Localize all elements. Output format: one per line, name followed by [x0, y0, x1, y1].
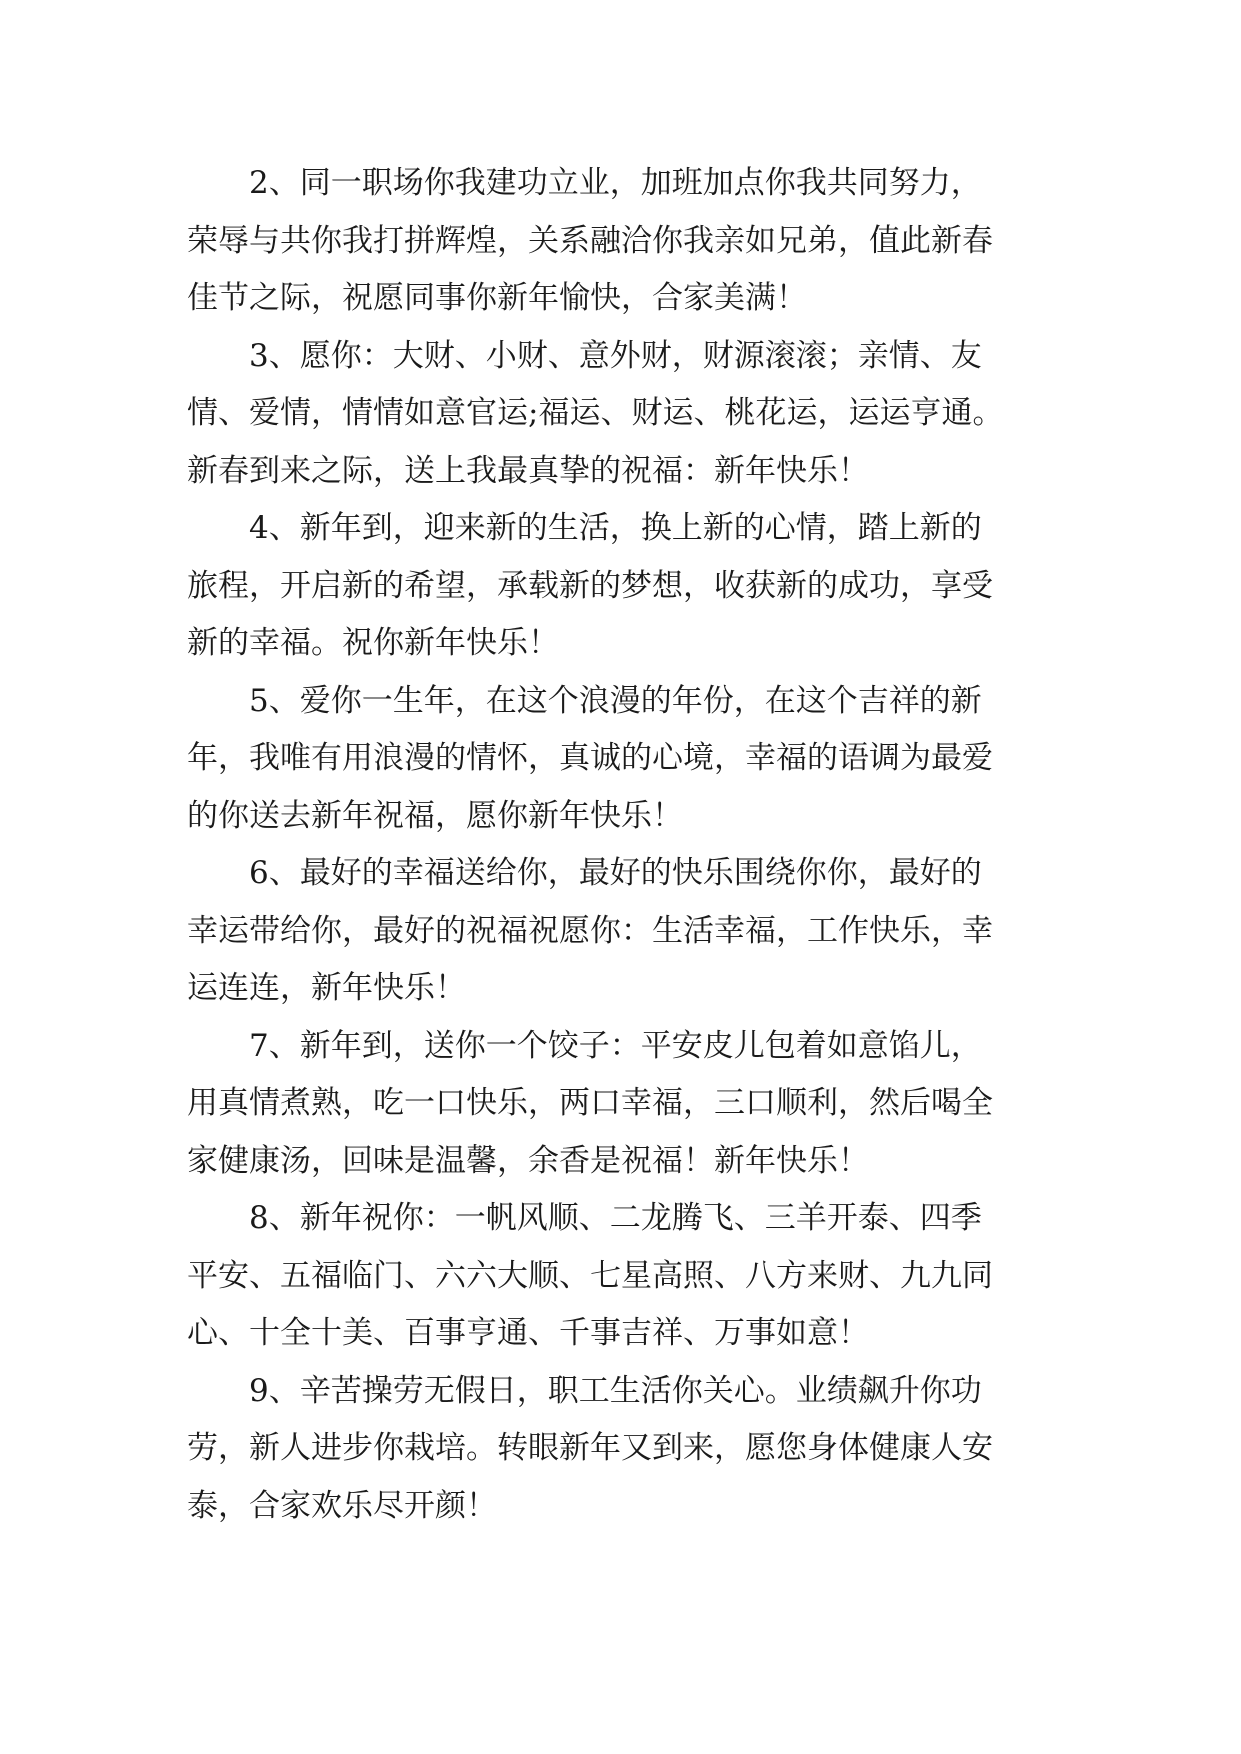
text-line: 新春到来之际，送上我最真挚的祝福：新年快乐！ — [187, 452, 869, 489]
paragraph-8 — [187, 1190, 1057, 1363]
text-line: 劳，新人进步你栽培。转眼新年又到来，愿您身体健康人安 — [187, 1430, 993, 1466]
text-line: 新的幸福。祝你新年快乐！ — [187, 625, 559, 661]
text-line: 荣辱与共你我打拼辉煌，关系融洽你我亲如兄弟，值此新春 — [187, 222, 993, 259]
paragraph-3 — [187, 328, 1057, 501]
text-line: 8、新年祝你：一帆风顺、二龙腾飞、三羊开泰、四季 — [249, 1200, 982, 1236]
text-line: 3、愿你：大财、小财、意外财，财源滚滚；亲情、友 — [249, 337, 982, 374]
text-line: 泰，合家欢乐尽开颜！ — [187, 1487, 497, 1524]
text-line: 的你送去新年祝福，愿你新年快乐！ — [187, 797, 683, 834]
text-line: 平安、五福临门、六六大顺、七星高照、八方来财、九九同 — [187, 1257, 993, 1294]
text-line: 旅程，开启新的希望，承载新的梦想，收获新的成功，享受 — [187, 567, 993, 604]
text-line: 心、十全十美、百事亨通、千事吉祥、万事如意！ — [187, 1315, 869, 1351]
text-line: 情、爱情，情情如意官运;福运、财运、桃花运，运运亨通。 — [187, 395, 1004, 431]
text-line: 2、同一职场你我建功立业，加班加点你我共同努力， — [249, 165, 982, 201]
text-line: 用真情煮熟，吃一口快乐，两口幸福，三口顺利，然后喝全 — [187, 1085, 993, 1121]
text-line: 6、最好的幸福送给你，最好的快乐围绕你你，最好的 — [249, 855, 982, 891]
paragraph-4 — [187, 500, 1057, 673]
text-line: 佳节之际，祝愿同事你新年愉快，合家美满！ — [187, 280, 807, 316]
text-line: 5、爱你一生年，在这个浪漫的年份，在这个吉祥的新 — [249, 682, 982, 719]
text-line: 家健康汤，回味是温馨，余香是祝福！新年快乐！ — [187, 1142, 869, 1179]
text-line: 年，我唯有用浪漫的情怀，真诚的心境，幸福的语调为最爱 — [187, 740, 993, 776]
text-line: 运连连，新年快乐！ — [187, 970, 466, 1006]
paragraph-2 — [187, 155, 1057, 328]
paragraph-6 — [187, 845, 1057, 1018]
text-line: 9、辛苦操劳无假日，职工生活你关心。业绩飙升你功 — [249, 1372, 982, 1409]
text-line: 幸运带给你，最好的祝福祝愿你：生活幸福，工作快乐，幸 — [187, 912, 993, 949]
document-body — [187, 155, 1057, 1535]
paragraph-7 — [187, 1018, 1057, 1191]
text-line: 7、新年到，送你一个饺子：平安皮儿包着如意馅儿， — [249, 1027, 982, 1064]
text-line: 4、新年到，迎来新的生活，换上新的心情，踏上新的 — [249, 510, 982, 546]
paragraph-9 — [187, 1363, 1057, 1536]
paragraph-5 — [187, 673, 1057, 846]
